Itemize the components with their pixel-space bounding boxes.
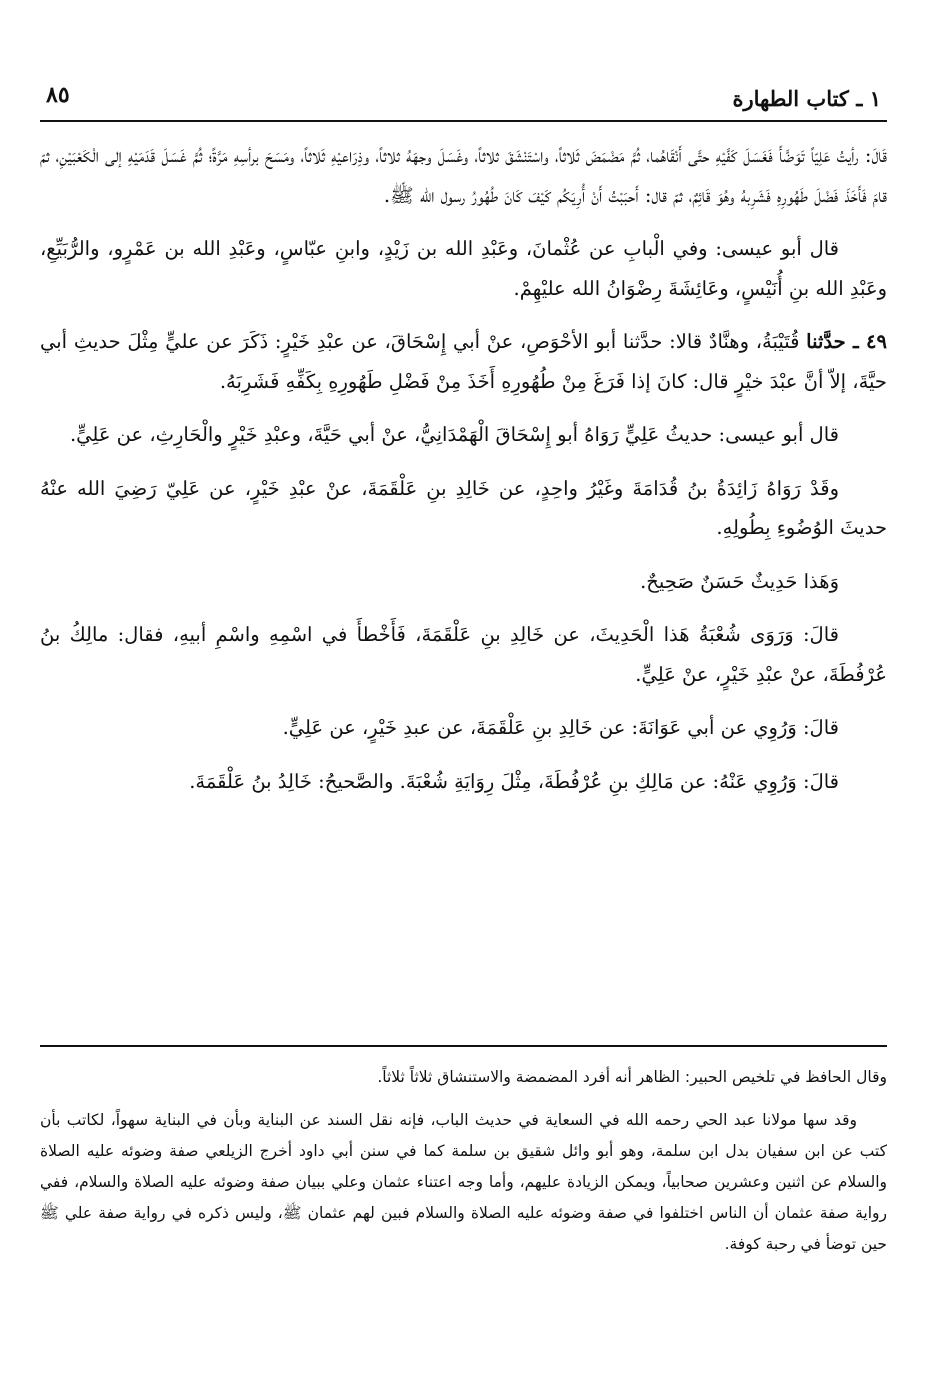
hadith-49-text: قُتَيْبَةُ، وهنَّادٌ قالا: حدَّثنا أبو الأحْوَصِ، عنْ أبي إِسْحَاقَ، عن عبْدِ خَيْرٍ: ذَكَرَ عن عليٍّ مِثْلَ حديثِ أبي حيَّةَ، إلاّ أنَّ عبْدَ خيْرٍ قال: كانَ إذا فَرَغَ مِنْ طُهُورِهِ أَخَذَ مِنْ فَضْلِ طَهُورِهِ بِكَفِّهِ فَشَرِبَهُ. <box>40 330 887 393</box>
page-header <box>40 80 887 122</box>
footnotes <box>40 1062 887 1260</box>
main-text <box>40 136 887 801</box>
paragraph-abu-awanah: قالَ: وَرُوِي عن أبي عَوَانَةَ: عن خَالِدِ بنِ عَلْقَمَةَ، عن عبدِ خَيْرٍ، عن عَلِيٍّ. <box>282 716 839 739</box>
page-number: ٨٥ <box>46 82 70 108</box>
footnote-talkhis: وقال الحافظ في تلخيص الحبير: الظاهر أنه أفرد المضمضة والاستنشاق ثلاثاً ثلاثاً. <box>377 1068 887 1086</box>
footnote-siayah: وقد سها مولانا عبد الحي رحمه الله في السعاية في حديث الباب، فإنه نقل السند عن البناية وبأن في البناية سهواً، لكاتب بأن كتب عن ابن سفيان بدل ابن سلمة، وهو أبو وائل شقيق بن سلمة كما في سنن أبي داود أخرج الزيلعي صفة وضوئه عليه الصلاة والسلام عن اثنين وعشرين صحابياً، ويمكن الزيادة عليهم، وأما وجه اعتناء عثمان وعلي ببيان صفة وضوئه عليه الصلاة والسلام، ففي رواية صفة عثمان أن الناس اختلفوا في صفة وضوئه عليه الصلاة والسلام فبين لهم عثمان ﷺ، وليس ذكره في رواية صفة علي ﷺ حين توضأ في رحبة كوفة. <box>40 1111 887 1253</box>
footnote-separator <box>40 1045 887 1047</box>
book-page <box>40 0 887 1387</box>
paragraph-abu-isa-bab: قال أبو عيسى: وفي الْبابِ عن عُثْمانَ، وعَبْدِ الله بن زَيْدٍ، وابنِ عبّاسٍ، وعَبْدِ الله بن عَمْرٍو، والرُّبَيِّعِ، وعَبْدِ الله بنِ أُنَيْسٍ، وعَائِشَةَ رِضْوَانُ الله عليْهِمْ. <box>40 237 887 300</box>
paragraph-hadith-49 <box>40 322 887 401</box>
hadith-number: ٤٩ ـ حدَّثنا <box>806 330 887 353</box>
paragraph-sahih-khalid: قالَ: وَرُوِي عَنْهُ: عن مَالِكِ بنِ عُرْفُطَةَ، مِثْلَ رِوَايَةِ شُعْبَةَ. والصَّحيحُ: خَالِدُ بنُ عَلْقَمَةَ. <box>189 769 839 793</box>
paragraph-zaidah: وقَدْ رَوَاهُ زَائِدَةُ بنُ قُدَامَةَ وغَيْرُ واحِدٍ، عن خَالِدِ بنِ عَلْقَمَةَ، عنْ عبْدِ خَيْرٍ، عن عَلِيّ رَضِيَ الله عنْهُ حديثَ الوُضُوءِ بِطُولِهِ. <box>40 476 887 539</box>
paragraph-abu-isa-hadith-ali: قال أبو عيسى: حديثُ عَلِيٍّ رَوَاهُ أبو إِسْحَاقَ الْهَمْدَانِيُّ، عنْ أبي حَيَّةَ، وعبْدِ خَيْرٍ والْحَارِثِ، عن عَلِيٍّ. <box>69 423 839 446</box>
paragraph-hadith-48-end: قَالَ: رأيتُ عَلِيّاً تَوَضَّأَ فَغَسَلَ كَفَّيْهِ حتَّى أَنْقَاهُما، ثُمَّ مَضْمَضَ ثَلاثاً، واسْتَنْشَقَ ثلاثاً، وغَسَلَ وجهَهُ ثلاثاً، وذِرَاعيْهِ ثَلاثاً، ومَسَحَ برأسِهِ مَرَّةً؛ ثُمَّ غَسَلَ قَدَمَيْهِ إلى الْكَعْبَيْنِ، ثمّ قامَ فَأَخَذَ فَضْلَ طَهُورِهِ فَشَرِبهُ وهُوَ قَائِمٌ، ثمّ قال: أَحبَبْتُ أَنْ أُرِيَكُم كَيْفَ كَانَ طُهُورُ رسول الله ﷺ. <box>40 144 887 207</box>
running-title: ١ ـ كتاب الطهارة <box>732 86 881 111</box>
paragraph-hasan-sahih: وَهَذا حَدِيثٌ حَسَنٌ صَحِيحٌ. <box>640 569 839 593</box>
paragraph-shubah: قالَ: وَرَوَى شُعْبَةُ هَذا الْحَدِيثَ، عن خَالِدِ بنِ عَلْقَمَةَ، فَأَخْطأَ في اسْمِهِ واسْمِ أبيهِ، فقال: مالِكُ بنُ عُرْفُطَةَ، عنْ عبْدِ خَيْرٍ، عنْ عَلِيٍّ. <box>40 623 887 686</box>
